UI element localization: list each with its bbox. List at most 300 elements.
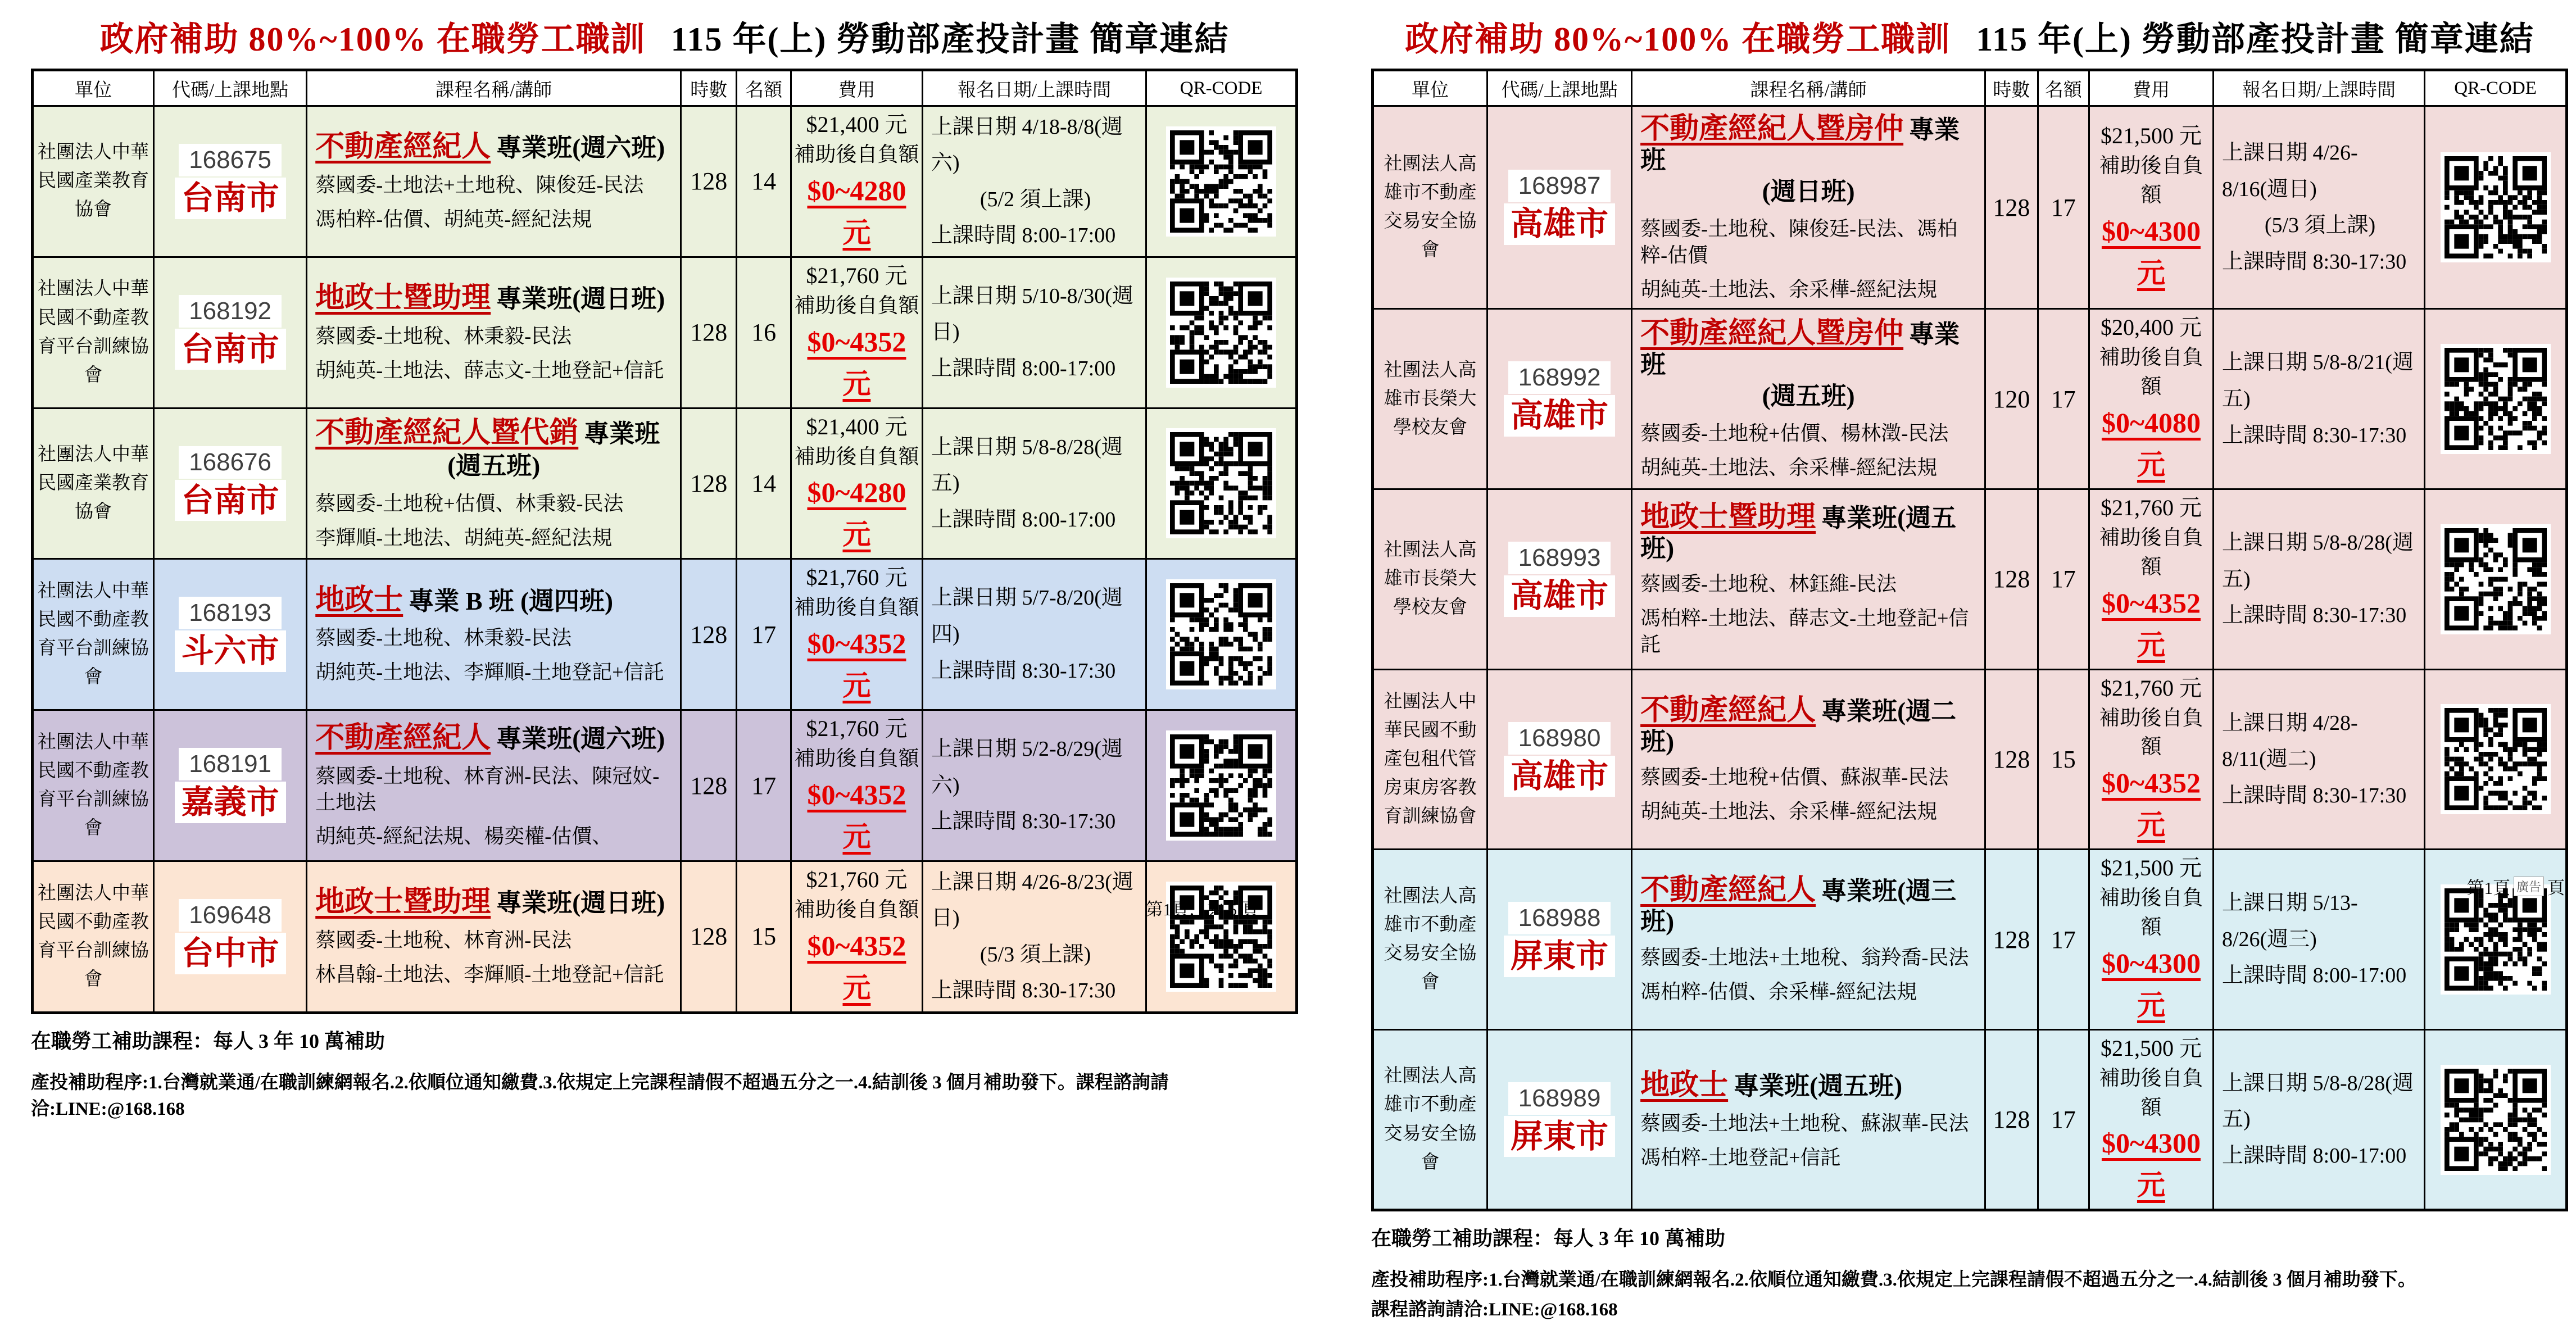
instructor-line-1: 蔡國委-土地稅+估價、林秉毅-民法 [315,492,624,515]
fee-full: $21,760 元 [2100,495,2202,521]
unit-name: 社團法人高雄市長榮大學校友會 [1384,360,1477,438]
class-date: 上課日期 4/26-8/23(週日) [931,870,1133,930]
quota-cell: 17 [2038,309,2089,489]
class-date: 上課日期 5/8-8/28(週五) [2221,530,2414,591]
unit-cell [1373,669,1487,850]
unit-name: 社團法人高雄市不動產交易安全協會 [1384,153,1477,261]
course-cell [1632,489,1985,670]
schedule-cell [922,257,1146,408]
course-name: 地政士暨助理 [315,886,491,919]
fee-self-pay: $0~4352 元 [807,778,906,852]
fee-cell [791,861,922,1013]
unit-cell [1373,106,1487,309]
course-code: 168676 [179,446,282,479]
fee-self-pay: $0~4280 元 [807,476,906,551]
table-row [33,408,1297,559]
course-code: 168980 [1508,722,1611,755]
course-code: 168191 [179,748,282,780]
fee-cell [2089,106,2213,309]
course-class-type: 專業班(週日班) [496,285,665,313]
course-code: 168993 [1508,542,1611,574]
unit-name: 社團法人中華民國不動產包租代管房東房客教育訓練協會 [1384,691,1477,827]
instructor-line-2: 馮柏粹-估價、胡純英-經紀法規 [315,207,592,230]
page-title [1371,12,2568,61]
class-time: 上課時間 8:30-17:30 [931,659,1116,683]
hours-cell: 128 [1985,850,2038,1030]
course-cell [307,408,681,559]
ad-badge: 廣告 [2514,877,2544,896]
qr-cell [1146,559,1297,710]
course-class-type: 專業班(週三班) [1640,877,1957,936]
qr-code-icon [2441,704,2551,814]
course-class-type: 專業班(週六班) [496,134,665,162]
qr-code-icon [1166,730,1276,841]
course-name: 不動產經紀人 [315,721,491,754]
unit-cell [33,106,154,257]
qr-cell [2425,669,2567,850]
page-title [31,12,1298,61]
fee-full: $21,760 元 [806,716,908,742]
schedule-cell [922,710,1146,861]
unit-name: 社團法人中華民國不動產教育平台訓練協會 [37,279,149,385]
header-hours: 時數 [1985,70,2038,106]
unit-name: 社團法人中華民國不動產教育平台訓練協會 [37,883,149,990]
class-date-note: (5/2 須上課) [979,187,1091,211]
instructor-line-2: 胡純英-土地法、余采樺-經紀法規 [1640,278,1938,301]
quota-cell: 17 [2038,1029,2089,1210]
course-name: 地政士 [1640,1069,1729,1101]
instructor-line-1: 蔡國委-土地法+土地稅、翁羚喬-民法 [1640,946,1969,969]
qr-code-icon [2441,344,2551,454]
header-unit: 單位 [33,70,154,106]
schedule-cell [922,106,1146,257]
instructor-line-2: 胡純英-經紀法規、楊奕權-估價、 [315,825,613,848]
course-name: 不動產經紀人 [1640,874,1816,907]
course-code: 168675 [179,144,282,176]
qr-code-icon [1166,126,1276,237]
instructor-line-1: 蔡國委-土地法+土地稅、陳俊廷-民法 [315,174,644,196]
class-date: 上課日期 5/10-8/30(週日) [931,284,1133,344]
code-location-cell [153,559,306,710]
course-class-type: 專業班(週日班) [496,889,665,918]
course-code: 168192 [179,295,282,328]
header-fee: 費用 [791,70,922,106]
table-row [1373,309,2567,489]
table-row [1373,850,2567,1030]
hours-cell: 128 [681,257,737,408]
footnote-line-contact: 課程諮詢請洽:LINE:@168.168 [1371,1300,1618,1320]
class-time: 上課時間 8:30-17:30 [931,979,1116,1003]
table-row [1373,1029,2567,1210]
course-code: 168992 [1508,361,1611,394]
table-row [33,861,1297,1013]
hours-cell: 128 [681,710,737,861]
code-location-cell [153,710,306,861]
fee-subsidy-label: 補助後自負額 [794,747,919,771]
code-location-cell [153,408,306,559]
fee-self-pay: $0~4300 元 [2101,947,2201,1021]
fee-self-pay: $0~4352 元 [807,325,906,400]
fee-full: $21,760 元 [2100,675,2202,701]
unit-name: 社團法人中華民國產業教育協會 [37,444,149,523]
fee-subsidy-label: 補助後自負額 [2099,526,2203,579]
header-hours: 時數 [681,70,737,106]
page-number-area [2466,874,2565,899]
code-location-cell [1487,309,1631,489]
code-location-cell [153,106,306,257]
course-cell [307,106,681,257]
city-label: 屏東市 [1504,936,1615,977]
qr-code-icon [2441,152,2551,262]
fee-cell [2089,669,2213,850]
course-name: 不動產經紀人暨房仲 [1640,113,1904,145]
course-code: 168989 [1508,1082,1611,1115]
hours-cell: 128 [1985,1029,2038,1210]
fee-full: $21,760 元 [806,262,908,288]
unit-name: 社團法人高雄市長榮大學校友會 [1384,540,1477,618]
qr-code-icon [1166,428,1276,538]
fee-self-pay: $0~4352 元 [2101,587,2201,661]
course-table-right [1371,69,2568,1211]
instructor-line-1: 蔡國委-土地稅、林育洲-民法 [315,928,572,951]
instructor-line-2: 馮柏粹-土地登記+信託 [1640,1146,1841,1169]
class-date: 上課日期 4/18-8/8(週六) [931,115,1123,175]
instructor-line-1: 蔡國委-土地稅、陳俊廷-民法、馮柏粹-估價 [1640,217,1958,266]
qr-cell [2425,106,2567,309]
qr-cell [2425,1029,2567,1210]
course-cell [1632,106,1985,309]
unit-cell [1373,1029,1487,1210]
instructor-line-1: 蔡國委-土地稅、林鈺維-民法 [1640,573,1897,596]
city-label: 高雄市 [1504,395,1615,437]
course-cell [307,559,681,710]
course-class-type: 專業班(週六班) [496,724,665,753]
class-date: 上課日期 4/28-8/11(週二) [2221,711,2358,771]
qr-code-icon [1166,278,1276,388]
page-title-black: 115 年(上) 勞動部產投計畫 簡章連結 [1976,21,2534,58]
unit-cell [33,861,154,1013]
course-class-type-line2: (週日班) [1762,177,1855,206]
city-label: 台南市 [175,480,286,521]
header-quota: 名額 [737,70,791,106]
code-location-cell [1487,669,1631,850]
schedule-cell [2213,309,2424,489]
unit-name: 社團法人中華民國不動產教育平台訓練協會 [37,581,149,688]
footnote-subsidy: 在職勞工補助課程：每人 3 年 10 萬補助 [31,1029,386,1052]
hours-cell: 128 [1985,669,2038,850]
code-location-cell [153,257,306,408]
quota-cell: 14 [737,408,791,559]
course-code: 168193 [179,597,282,629]
city-label: 嘉義市 [175,782,286,823]
instructor-line-2: 林昌翰-土地法、李輝順-土地登記+信託 [315,963,664,986]
instructor-line-1: 蔡國委-土地稅+估價、楊林澂-民法 [1640,422,1949,445]
class-date-note: (5/3 須上課) [979,942,1091,966]
header-schedule: 報名日期/上課時間 [922,70,1146,106]
qr-code-icon [1166,579,1276,689]
fee-subsidy-label: 補助後自負額 [794,294,919,317]
class-time: 上課時間 8:30-17:30 [931,810,1116,834]
course-class-type: 專業班 [584,419,660,448]
schedule-cell [922,559,1146,710]
instructor-line-2: 胡純英-土地法、李輝順-土地登記+信託 [315,661,664,684]
instructor-line-2: 馮柏粹-土地法、薛志文-土地登記+信託 [1640,607,1969,656]
table-header-row [1373,70,2567,106]
qr-cell [1146,257,1297,408]
fee-self-pay: $0~4352 元 [2101,767,2201,841]
fee-cell [791,257,922,408]
schedule-cell [2213,1029,2424,1210]
fee-cell [791,559,922,710]
table-row [33,257,1297,408]
hours-cell: 128 [1985,489,2038,670]
header-code-location: 代碼/上課地點 [1487,70,1631,106]
class-time: 上課時間 8:30-17:30 [2221,603,2407,628]
fee-cell [791,710,922,861]
instructor-line-2: 李輝順-土地法、胡純英-經紀法規 [315,526,613,549]
class-date-note: (5/3 須上課) [2264,214,2376,238]
page-number: 第1頁，共 5 頁 [1145,900,1259,919]
fee-self-pay: $0~4300 元 [2101,215,2201,289]
course-name: 地政士暨助理 [1640,501,1816,533]
fee-full: $20,400 元 [2100,315,2202,341]
fee-cell [791,408,922,559]
page-title-black: 115 年(上) 勞動部產投計畫 簡章連結 [670,21,1230,58]
table-row [1373,489,2567,670]
unit-name: 社團法人中華民國產業教育協會 [37,142,149,220]
hours-cell: 128 [1985,106,2038,309]
course-name: 不動產經紀人 [315,131,491,164]
fee-subsidy-label: 補助後自負額 [2099,706,2203,759]
instructor-line-1: 蔡國委-土地稅、林秉毅-民法 [315,627,572,650]
quota-cell: 17 [2038,850,2089,1030]
course-table-left [31,69,1298,1014]
quota-cell: 14 [737,106,791,257]
qr-cell [1146,106,1297,257]
header-qrcode: QR-CODE [2425,70,2567,106]
fee-cell [2089,309,2213,489]
hours-cell: 128 [681,408,737,559]
city-label: 台中市 [175,933,286,974]
course-class-type: 專業班(週五班) [1734,1072,1903,1100]
course-name: 地政士 [315,584,403,616]
course-name: 不動產經紀人暨房仲 [1640,317,1904,350]
code-location-cell [153,861,306,1013]
city-label: 台南市 [175,178,286,219]
page-number: 第1頁 [2466,878,2510,898]
course-class-type: 專業班 [1640,320,1960,379]
footnote-subsidy: 在職勞工補助課程：每人 3 年 10 萬補助 [1371,1227,1726,1250]
class-time: 上課時間 8:00-17:00 [931,356,1116,380]
class-time: 上課時間 8:30-17:30 [2221,249,2407,274]
course-class-type-line2: (週五班) [447,452,541,480]
hours-cell: 128 [681,106,737,257]
unit-name: 社團法人中華民國不動產教育平台訓練協會 [37,732,149,839]
fee-self-pay: $0~4352 元 [807,929,906,1004]
fee-full: $21,500 元 [2100,123,2202,149]
table-row [33,710,1297,861]
course-name: 不動產經紀人 [1640,694,1816,727]
class-time: 上課時間 8:00-17:00 [931,224,1116,248]
course-cell [1632,309,1985,489]
course-class-type-line2: (週五班) [1762,382,1855,410]
fee-cell [2089,1029,2213,1210]
class-time: 上課時間 8:00-17:00 [2221,964,2407,988]
instructor-line-2: 胡純英-土地法、余采樺-經紀法規 [1640,800,1938,823]
quota-cell: 17 [737,559,791,710]
instructor-line-1: 蔡國委-土地稅+估價、蘇淑華-民法 [1640,766,1949,789]
instructor-line-1: 蔡國委-土地稅、林秉毅-民法 [315,324,572,347]
code-location-cell [1487,106,1631,309]
instructor-line-1: 蔡國委-土地法+土地稅、蘇淑華-民法 [1640,1111,1969,1134]
fee-cell [2089,850,2213,1030]
qr-cell [2425,489,2567,670]
qr-code-icon [2441,524,2551,634]
city-label: 高雄市 [1504,575,1615,617]
qr-cell [1146,710,1297,861]
course-cell [1632,669,1985,850]
fee-subsidy-label: 補助後自負額 [2099,155,2203,207]
table-row [1373,106,2567,309]
header-code-location: 代碼/上課地點 [153,70,306,106]
qr-code-icon [2441,1065,2551,1175]
course-cell [1632,850,1985,1030]
quota-cell: 17 [737,710,791,861]
fee-self-pay: $0~4352 元 [807,628,906,702]
unit-cell [33,408,154,559]
page-right [1371,0,2568,1320]
table-row [1373,669,2567,850]
city-label: 斗六市 [175,630,286,672]
course-code: 168987 [1508,170,1611,202]
class-time: 上課時間 8:30-17:30 [2221,783,2407,807]
class-time: 上課時間 8:30-17:30 [2221,423,2407,447]
table-row [33,106,1297,257]
fee-self-pay: $0~4280 元 [807,174,906,248]
quota-cell: 15 [2038,669,2089,850]
quota-cell: 15 [737,861,791,1013]
schedule-cell [922,408,1146,559]
fee-full: $21,400 元 [806,112,908,137]
course-cell [307,710,681,861]
schedule-cell [922,861,1146,1013]
course-class-type: 專業班(週二班) [1640,697,1957,756]
fee-full: $21,760 元 [806,866,908,892]
schedule-cell [2213,850,2424,1030]
city-label: 高雄市 [1504,756,1615,797]
course-class-type: 專業班 [1640,116,1960,174]
fee-full: $21,500 元 [2100,855,2202,881]
class-date: 上課日期 5/13-8/26(週三) [2221,891,2358,951]
page-number-suffix: 頁 [2547,878,2565,898]
hours-cell: 128 [681,861,737,1013]
class-date: 上課日期 5/8-8/21(週五) [2221,351,2414,411]
header-unit: 單位 [1373,70,1487,106]
unit-cell [1373,489,1487,670]
class-time: 上課時間 8:00-17:00 [931,507,1116,532]
city-label: 高雄市 [1504,203,1615,245]
unit-cell [33,710,154,861]
fee-subsidy-label: 補助後自負額 [794,596,919,620]
quota-cell: 17 [2038,106,2089,309]
course-name: 不動產經紀人暨代銷 [315,416,579,449]
unit-cell [33,257,154,408]
qr-cell [1146,861,1297,1013]
fee-full: $21,760 元 [806,565,908,591]
schedule-cell [2213,669,2424,850]
schedule-cell [2213,489,2424,670]
fee-self-pay: $0~4080 元 [2101,407,2201,481]
fee-subsidy-label: 補助後自負額 [2099,346,2203,399]
table-row [33,559,1297,710]
page-left [31,0,1298,1119]
fee-subsidy-label: 補助後自負額 [794,143,919,166]
fee-self-pay: $0~4300 元 [2101,1127,2201,1201]
instructor-line-2: 馮柏粹-估價、余采樺-經紀法規 [1640,980,1917,1003]
class-date: 上課日期 5/8-8/28(週五) [2221,1071,2414,1132]
course-name: 地政士暨助理 [315,282,491,314]
course-class-type: 專業 B 班 (週四班) [409,587,613,615]
fee-cell [791,106,922,257]
header-qrcode: QR-CODE [1146,70,1297,106]
course-code: 168988 [1508,902,1611,934]
fee-full: $21,500 元 [2100,1035,2202,1061]
qr-cell [1146,408,1297,559]
header-course-instructor: 課程名稱/講師 [1632,70,1985,106]
instructor-line-2: 胡純英-土地法、薛志文-土地登記+信託 [315,358,664,382]
course-class-type: 專業班(週五班) [1640,503,1957,562]
schedule-cell [2213,106,2424,309]
course-cell [307,861,681,1013]
page-title-red: 政府補助 80%~100% 在職勞工職訓 [99,21,646,58]
class-date: 上課日期 4/26-8/16(週日) [2221,141,2358,201]
code-location-cell [1487,1029,1631,1210]
fee-subsidy-label: 補助後自負額 [2099,1066,2203,1119]
unit-name: 社團法人高雄市不動產交易安全協會 [1384,1066,1477,1173]
class-date: 上課日期 5/2-8/29(週六) [931,737,1123,797]
qr-code-icon [2441,884,2551,995]
fee-subsidy-label: 補助後自負額 [794,898,919,921]
fee-subsidy-label: 補助後自負額 [794,445,919,469]
unit-name: 社團法人高雄市不動產交易安全協會 [1384,886,1477,993]
class-date: 上課日期 5/8-8/28(週五) [931,435,1123,496]
quota-cell: 17 [2038,489,2089,670]
hours-cell: 120 [1985,309,2038,489]
header-schedule: 報名日期/上課時間 [2213,70,2424,106]
city-label: 屏東市 [1504,1116,1615,1157]
table-header-row [33,70,1297,106]
city-label: 台南市 [175,329,286,370]
footnote-procedure: 產投補助程序:1.台灣就業通/在職訓練網報名.2.依順位通知繳費.3.依規定上完課程請假不超過五分之一.4.結訓後 3 個月補助發下。課程諮詢請洽:LINE:@168.168 [31,1072,1169,1119]
page-title-red: 政府補助 80%~100% 在職勞工職訓 [1405,21,1951,58]
fee-full: $21,400 元 [806,414,908,439]
header-fee: 費用 [2089,70,2213,106]
instructor-line-2: 胡純英-土地法、余采樺-經紀法規 [1640,456,1938,479]
unit-cell [1373,309,1487,489]
course-cell [1632,1029,1985,1210]
hours-cell: 128 [681,559,737,710]
unit-cell [33,559,154,710]
header-course-instructor: 課程名稱/講師 [307,70,681,106]
header-quota: 名額 [2038,70,2089,106]
fee-cell [2089,489,2213,670]
footnote-procedure: 產投補助程序:1.台灣就業通/在職訓練網報名.2.依順位通知繳費.3.依規定上完課程請假不超過五分之一.4.結訓後 3 個月補助發下。 [1371,1270,2416,1291]
code-location-cell [1487,850,1631,1030]
class-time: 上課時間 8:00-17:00 [2221,1143,2407,1168]
unit-cell [1373,850,1487,1030]
course-cell [307,257,681,408]
class-date: 上課日期 5/7-8/20(週四) [931,586,1123,646]
